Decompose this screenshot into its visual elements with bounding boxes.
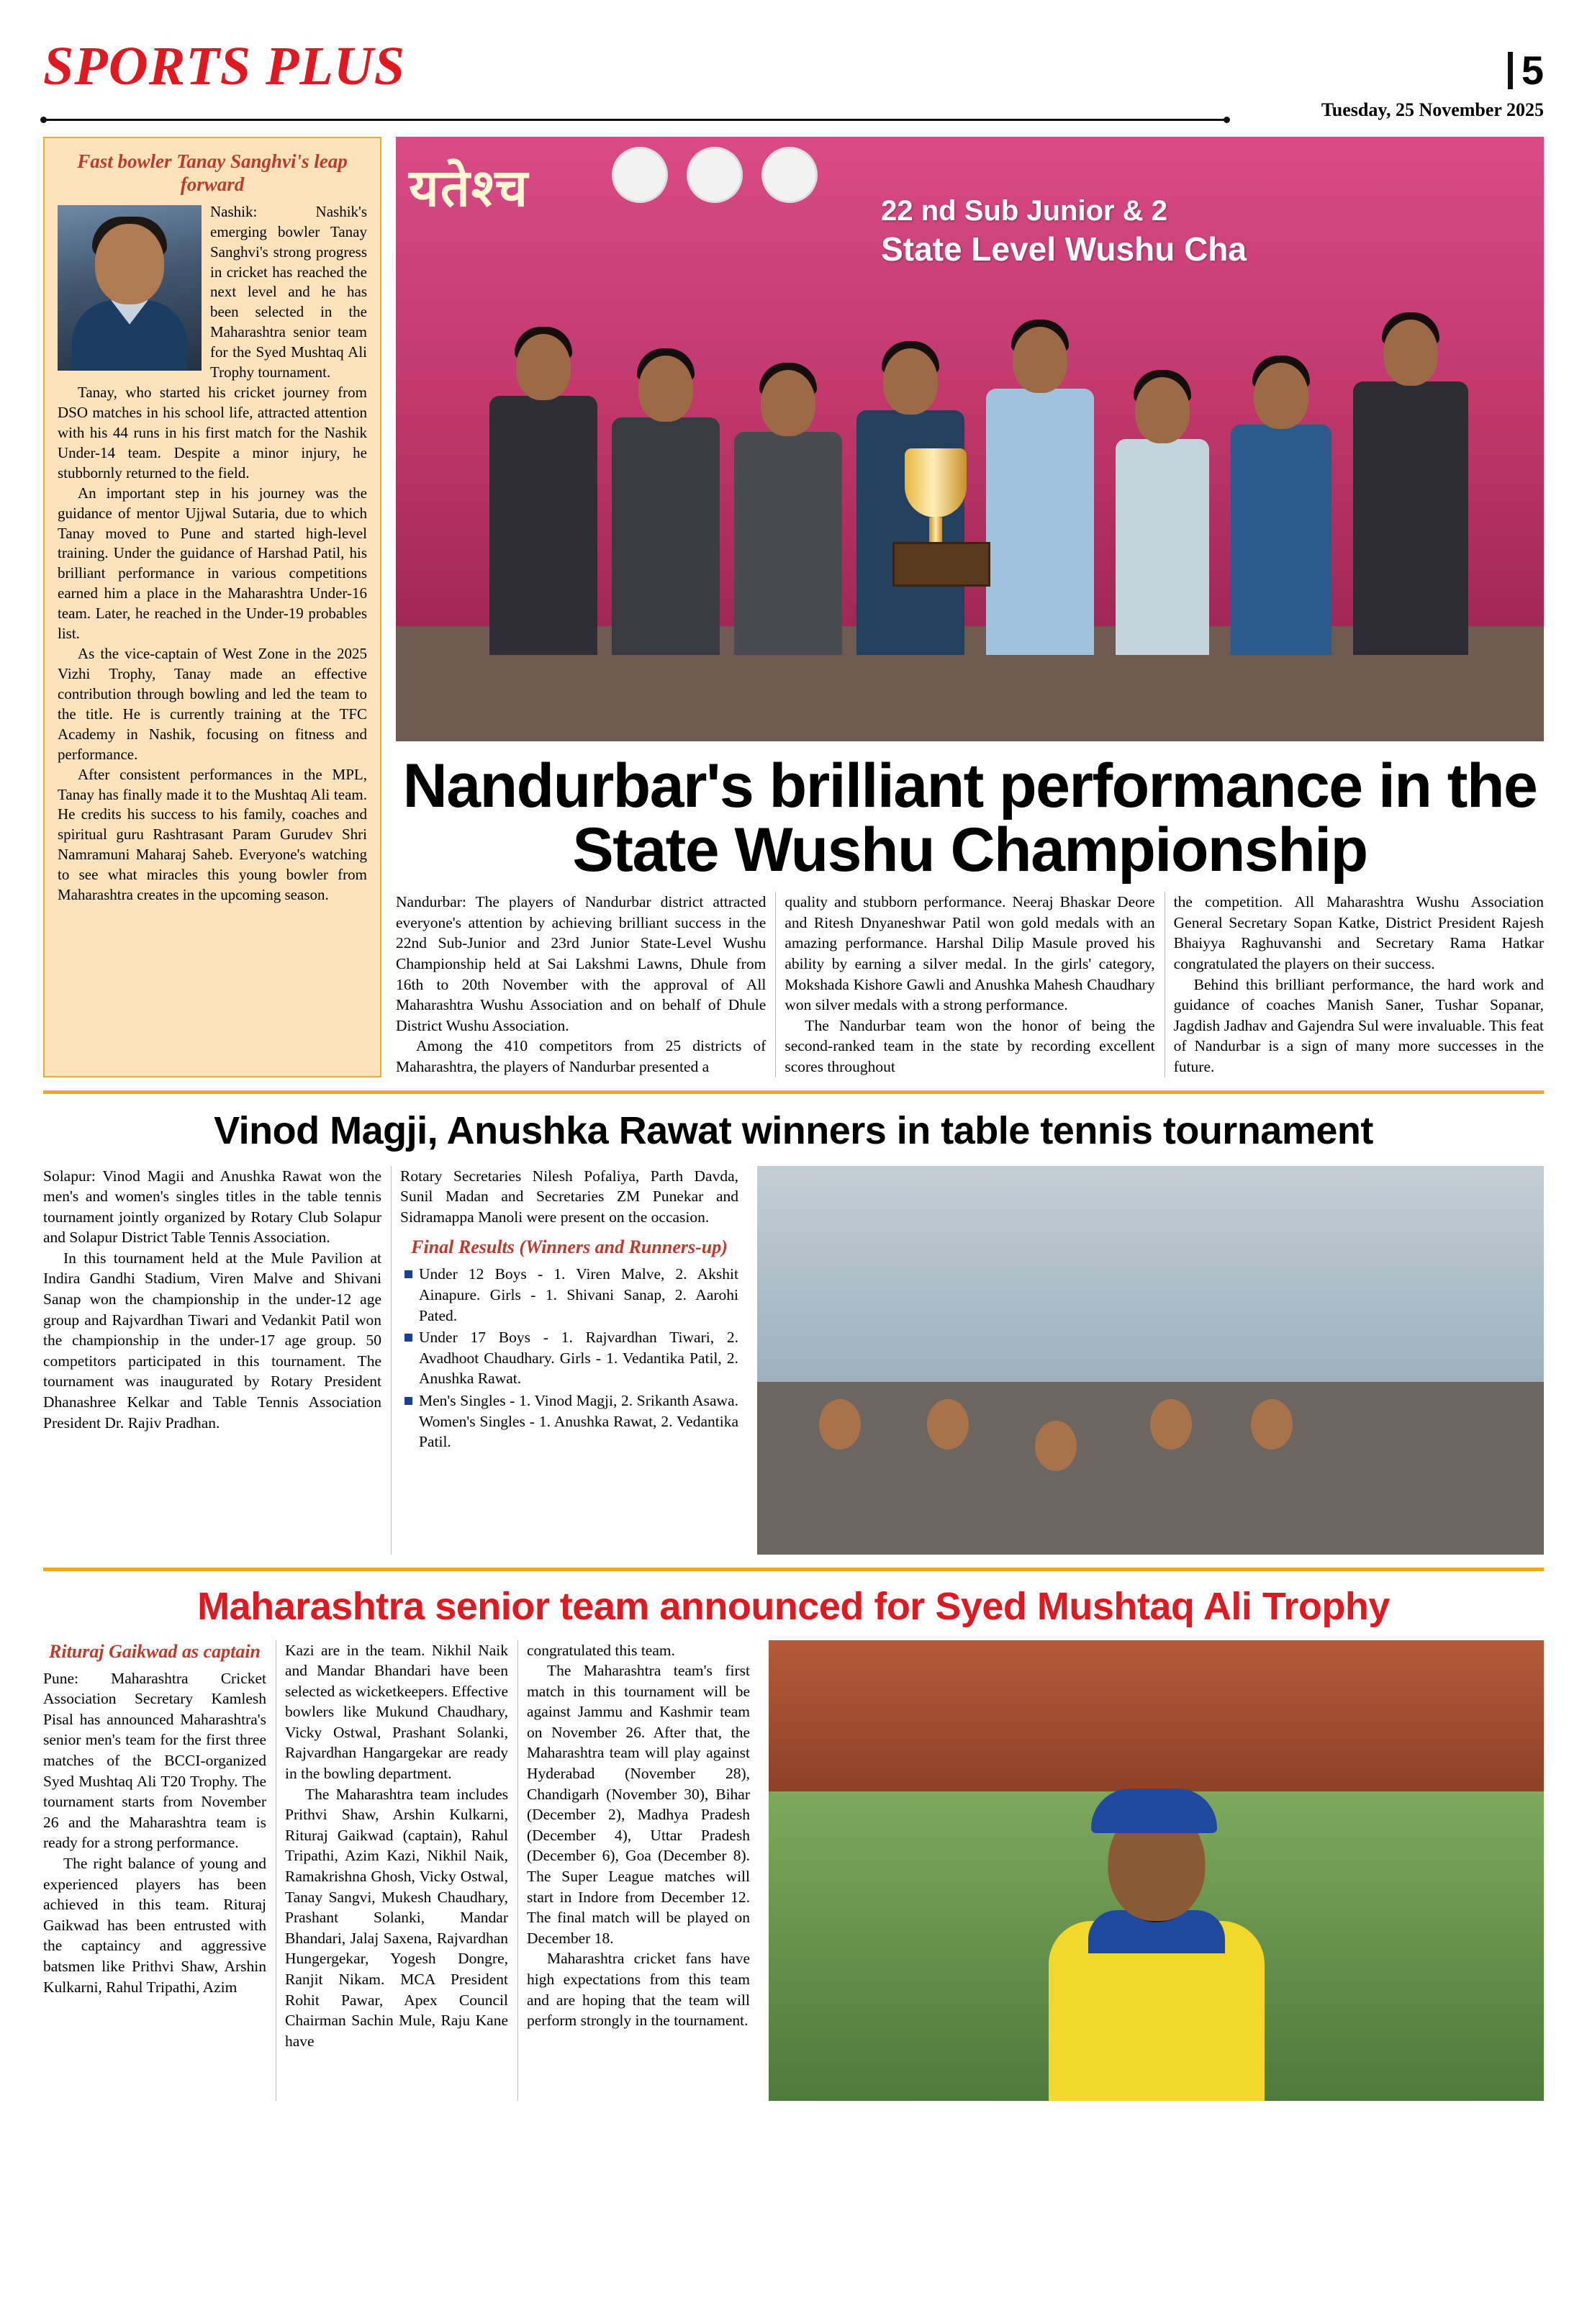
- paragraph: Nandurbar: The players of Nandurbar district attracted everyone's attention by achieving brilliant success in the 22nd Sub-Junior and 23rd Junior State-Level Wushu Championship held at Sai Lakshmi Lawns, Dhule from 16th to 20th November with the approval of All Maharashtra Wushu Association and on behalf of Dhule District Wushu Association.: [396, 893, 767, 1034]
- photo-banner-line2: State Level Wushu Cha: [881, 230, 1247, 268]
- paragraph: The Nandurbar team won the honor of being the second-ranked team in the state by recording excellent scores throughout: [785, 1016, 1155, 1075]
- photo-logos: [612, 147, 818, 203]
- paragraph: Behind this brilliant performance, the hard work and guidance of coaches Manish Saner, Tushar Sopanar, Jagdish Jadhav and Gajendra Sul were invaluable. This feat of Nandurbar is a sign of many more successes in the future.: [1173, 975, 1544, 1075]
- story-column: [396, 892, 766, 1077]
- section-divider: [43, 1090, 1544, 1094]
- table-tennis-photo-column: [757, 1166, 1544, 1555]
- photo-banner-text: [881, 193, 1247, 271]
- trophy-icon: [892, 448, 979, 587]
- sidebar-story: [43, 137, 381, 1077]
- paragraph: The Maharashtra team includes Prithvi Shaw, Arshin Kulkarni, Rituraj Gaikwad (captain), Rahul Tripathi, Azim Kazi, Nikhil Naik, Ramakrishna Ghosh, Vicky Ostwal, Tanay Sangvi, Mukesh Chaudhary, Prashant Solanki, Mandar Bhandari, Jalaj Saxena, Rajvardhan Hungergekar, Yogesh Dongre, Ranjit Nikam. MCA President Rohit Pawar, Apex Council Chairman Sachin Mule, Raju Kane have: [285, 1785, 508, 2050]
- table-tennis-story: [43, 1108, 1544, 1555]
- paragraph: Kazi are in the team. Nikhil Naik and Mandar Bhandari have been selected as wicketkeepers. Effective bowlers like Mukund Chaudhary, Vicky Ostwal, Prashant Solanki, Rajvardhan Hangargekar are ready in the bowling department.: [285, 1641, 508, 1783]
- paragraph: the competition. All Maharashtra Wushu Association General Secretary Sopan Katke, District President Rajesh Bhaiyya Raghuvanshi and Secretary Rama Hatkar congratulated the players on their success.: [1173, 893, 1544, 972]
- player-photo: [769, 1640, 1544, 2101]
- paragraph: quality and stubborn performance. Neeraj Bhaskar Deore and Ritesh Dnyaneshwar Patil won gold medals with an amazing performance. Harshal Dilip Masule proved his ability by earning a silver medal. In the girls' category, Mokshada Kishore Gawli and Anushka Mahesh Chaudhary won silver medals with a strong performance.: [785, 893, 1155, 1014]
- story-column: [527, 1640, 750, 2101]
- table-tennis-headline: Vinod Magji, Anushka Rawat winners in table tennis tournament: [214, 1108, 1373, 1152]
- maharashtra-team-story: [43, 1584, 1544, 2101]
- paragraph: Tanay, who started his cricket journey from DSO matches in his school life, attracted attention with his 44 runs in his first match for the Nashik Under-14 team. Despite a minor injury, he stubbornly returned to the field.: [58, 384, 367, 481]
- masthead-divider: [43, 119, 1227, 121]
- story-column: [285, 1640, 508, 2101]
- paragraph: Rotary Secretaries Nilesh Pofaliya, Parth Davda, Sunil Madan and Secretaries ZM Punekar and Sidramappa Manoli were present on the occasion.: [400, 1167, 738, 1226]
- publication-date: Tuesday, 25 November 2025: [1321, 99, 1544, 120]
- paragraph: Solapur: Vinod Magii and Anushka Rawat won the men's and women's singles titles in the table tennis tournament jointly organized by Rotary Club Solapur and Solapur District Table Tennis Association.: [43, 1167, 381, 1247]
- paragraph: congratulated this team.: [527, 1641, 675, 1659]
- paragraph: An important step in his journey was the guidance of mentor Ujjwal Sutaria, due to which Tanay moved to Pune and started high-level training. Under the guidance of Harshad Patil, his brilliant performance in various competitions earned him a place in the Maharashtra Under-16 team. Later, he reached in the Under-19 probables list.: [58, 484, 367, 643]
- lead-story: [396, 137, 1544, 1077]
- paragraph: As the vice-captain of West Zone in the 2025 Vizhi Trophy, Tanay made an effective contribution through bowling and led the team to the title. He is currently training at the TFC Academy in Nashik, focusing on fitness and performance.: [58, 645, 367, 763]
- page-number: 5: [1521, 48, 1544, 93]
- final-results-list: [400, 1264, 738, 1452]
- story-column: [43, 1640, 266, 2101]
- paragraph: Pune: Maharashtra Cricket Association Secretary Kamlesh Pisal has announced Maharashtra's senior men's team for the first three matches of the BCCI-organized Syed Mushtaq Ali T20 Trophy. The tournament starts from November 26 and the Maharashtra team is ready for a strong performance.: [43, 1669, 266, 1852]
- story-column: [1174, 892, 1544, 1077]
- list-item: Under 12 Boys - 1. Viren Malve, 2. Akshit Ainapure. Girls - 1. Shivani Sanap, 2. Aarohi Pated.: [419, 1264, 738, 1326]
- maharashtra-team-subhead: Rituraj Gaikwad as captain: [49, 1640, 261, 1662]
- paragraph: The Maharashtra team's first match in this tournament will be against Jammu and Kashmir team on November 26. After that, the Maharashtra team will play against Hyderabad (November 28), Chandigarh (November 30), Bihar (December 2), Madhya Pradesh (December 4), Uttar Pradesh (December 6), Goa (December 8). The Super League matches will start in Indore from December 12. The final match will be played on December 18.: [527, 1662, 750, 1947]
- photo-banner-line1: 22 nd Sub Junior & 2: [881, 195, 1167, 227]
- masthead: [43, 36, 1544, 96]
- page-number-block: [1227, 47, 1544, 94]
- table-tennis-columns: [43, 1166, 1544, 1555]
- section-divider: [43, 1568, 1544, 1571]
- sidebar-story-title: Fast bowler Tanay Sanghvi's leap forward: [77, 150, 348, 196]
- paragraph: After consistent performances in the MPL, Tanay has finally made it to the Mushtaq Ali team. He credits his success to his family, coaches and spiritual guru Rashtrasant Param Gurudev Shri Namramuni Maharaj Saheb. Everyone's watching to see what miracles this young bowler from Maharashtra creates in the upcoming season.: [58, 765, 367, 904]
- player-photo-column: [769, 1640, 1544, 2101]
- lead-story-columns: [396, 892, 1544, 1077]
- lead-story-headline: Nandurbar's brilliant performance in the State Wushu Championship: [402, 751, 1537, 885]
- final-results-title: Final Results (Winners and Runners-up): [411, 1236, 728, 1258]
- paragraph: Nashik: Nashik's emerging bowler Tanay Sanghvi's strong progress in cricket has reached the next level and he has been selected in the Maharashtra senior team for the Syed Mushtaq Ali Trophy tournament.: [210, 202, 367, 381]
- story-column: [785, 892, 1154, 1077]
- photo-banner-devanagari: यतेश्च: [409, 160, 530, 217]
- paragraph: Among the 410 competitors from 25 districts of Maharashtra, the players of Nandurbar presented a: [396, 1037, 767, 1075]
- list-item: Under 17 Boys - 1. Rajvardhan Tiwari, 2. Avadhoot Chaudhary. Girls - 1. Vedantika Patil, 2. Anushka Rawat.: [419, 1327, 738, 1389]
- lead-story-photo: [396, 137, 1544, 741]
- table-tennis-photo: [757, 1166, 1544, 1555]
- sidebar-story-body: [58, 202, 367, 905]
- masthead-title: SPORTS PLUS: [43, 36, 405, 96]
- maharashtra-team-headline: Maharashtra senior team announced for Syed Mushtaq Ali Trophy: [197, 1584, 1390, 1628]
- maharashtra-team-columns: [43, 1640, 1544, 2101]
- top-section: [43, 137, 1544, 1077]
- paragraph: Maharashtra cricket fans have high expectations from this team and are hoping that the team will perform strongly in the tournament.: [527, 1950, 750, 2030]
- page-number-bar: [1508, 52, 1513, 89]
- list-item: Men's Singles - 1. Vinod Magji, 2. Srikanth Asawa. Women's Singles - 1. Anushka Rawat, 2. Vedantika Patil.: [419, 1391, 738, 1452]
- paragraph: The right balance of young and experienced players has been achieved in this team. Rituraj Gaikwad has been entrusted with the captaincy and aggressive batsmen like Prithvi Shaw, Arshin Kulkarni, Rahul Tripathi, Azim: [43, 1855, 266, 1996]
- paragraph: In this tournament held at the Mule Pavilion at Indira Gandhi Stadium, Viren Malve and Shivani Sanap won the championship in the under-12 age group and Rajvardhan Tiwari and Vedankit Patil won the championship in the under-17 age group. 50 competitors participated in this tournament. The tournament was inaugurated by Rotary President Dhanashree Kelkar and Table Tennis Association President Dr. Rajiv Pradhan.: [43, 1249, 381, 1432]
- sidebar-story-photo: [58, 205, 202, 371]
- story-column: [400, 1166, 738, 1555]
- story-column: [43, 1166, 381, 1555]
